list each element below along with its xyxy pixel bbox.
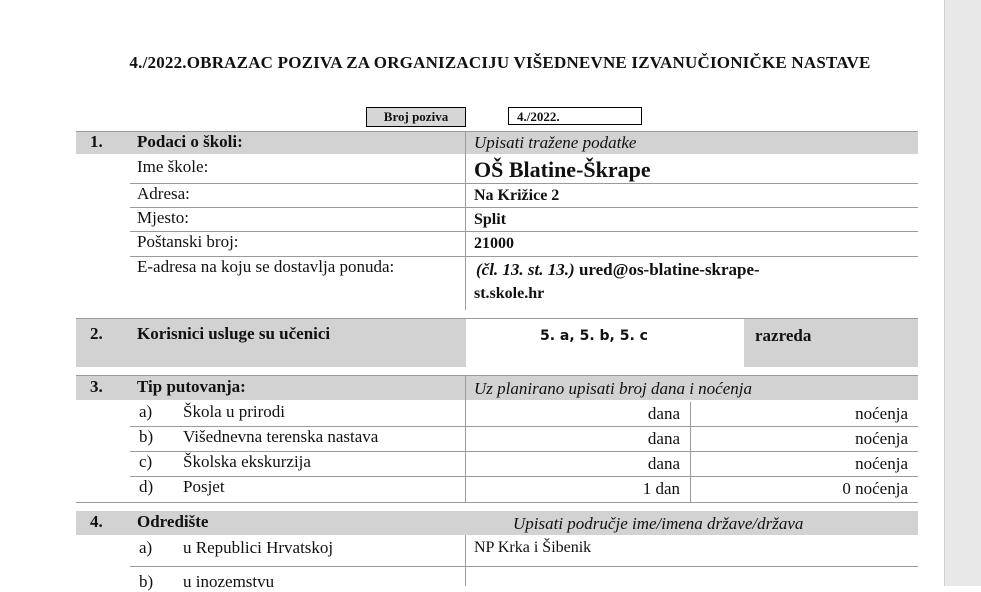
trip-type-d-nights: 0 noćenja [842, 479, 908, 498]
trip-type-b-nights: noćenja [855, 429, 908, 448]
trip-type-a-letter: a) [139, 402, 153, 421]
destination-a-label: u Republici Hrvatskoj [183, 538, 334, 557]
section3-hint: Uz planirano upisati broj dana i noćenja [474, 379, 752, 398]
page-edge [944, 0, 981, 586]
trip-type-a-days: dana [647, 404, 680, 423]
trip-type-d-days: 1 dan [642, 479, 680, 498]
school-name-value: OŠ Blatine-Škrape [474, 157, 651, 182]
school-name-label: Ime škole: [137, 157, 209, 176]
section2-header: Korisnici usluge su učenici [137, 324, 331, 343]
section4-number: 4. [90, 512, 103, 531]
email-value [476, 260, 760, 280]
destination-b-letter: b) [139, 572, 154, 591]
address-value: Na Križice 2 [474, 187, 560, 204]
divider [130, 231, 918, 232]
city-label: Mjesto: [137, 208, 189, 227]
postal-code-value: 21000 [474, 235, 514, 252]
divider [130, 566, 918, 567]
section2-suffix: razreda [755, 326, 812, 345]
column-divider [465, 132, 466, 310]
section1-hint: Upisati tražene podatke [474, 133, 637, 152]
city-value: Split [474, 211, 507, 228]
column-divider [465, 376, 466, 502]
postal-code-label: Poštanski broj: [137, 232, 239, 251]
trip-type-c-nights: noćenja [855, 454, 908, 473]
trip-type-c-days: dana [647, 454, 680, 473]
trip-type-a-nights: noćenja [855, 404, 908, 423]
address-label: Adresa: [137, 184, 190, 203]
trip-type-d-letter: d) [139, 477, 154, 496]
trip-type-b-letter: b) [139, 427, 154, 446]
section3-number: 3. [90, 377, 103, 396]
email-note: (čl. 13. st. 13.) [476, 260, 575, 279]
section4-hint: Upisati područje ime/imena države/država [513, 514, 804, 533]
section4-header: Odredište [137, 512, 209, 531]
form-title: 4./2022.OBRAZAC POZIVA ZA ORGANIZACIJU VIŠEDNEVNE IZVANUČIONIČKE NASTAVE [129, 53, 871, 72]
destination-b-label: u inozemstvu [183, 572, 275, 591]
trip-type-c-label: Školska ekskurzija [183, 452, 311, 471]
section3-header: Tip putovanja: [137, 377, 246, 396]
section1-number: 1. [90, 132, 103, 151]
trip-type-b-days: dana [647, 429, 680, 448]
trip-type-b-label: Višednevna terenska nastava [183, 427, 379, 446]
broj-poziva-value: 4./2022. [508, 107, 642, 125]
section1-header: Podaci o školi: [137, 132, 243, 151]
email-label: E-adresa na koju se dostavlja ponuda: [137, 257, 395, 276]
broj-poziva-label: Broj poziva [366, 107, 466, 127]
email-address-line1: ured@os-blatine-skrape- [578, 260, 760, 279]
trip-type-d-label: Posjet [183, 477, 225, 496]
column-divider [465, 535, 466, 586]
divider [76, 502, 918, 503]
destination-a-value: NP Krka i Šibenik [474, 539, 592, 556]
section2-number: 2. [90, 324, 103, 343]
classes-value: 5. a, 5. b, 5. c [540, 328, 648, 344]
divider [130, 183, 918, 184]
divider [130, 207, 918, 208]
column-divider [690, 402, 691, 502]
destination-a-letter: a) [139, 538, 153, 557]
divider [130, 476, 918, 477]
email-address-line2: st.skole.hr [474, 285, 545, 302]
trip-type-c-letter: c) [139, 452, 153, 471]
trip-type-a-label: Škola u prirodi [183, 402, 285, 421]
